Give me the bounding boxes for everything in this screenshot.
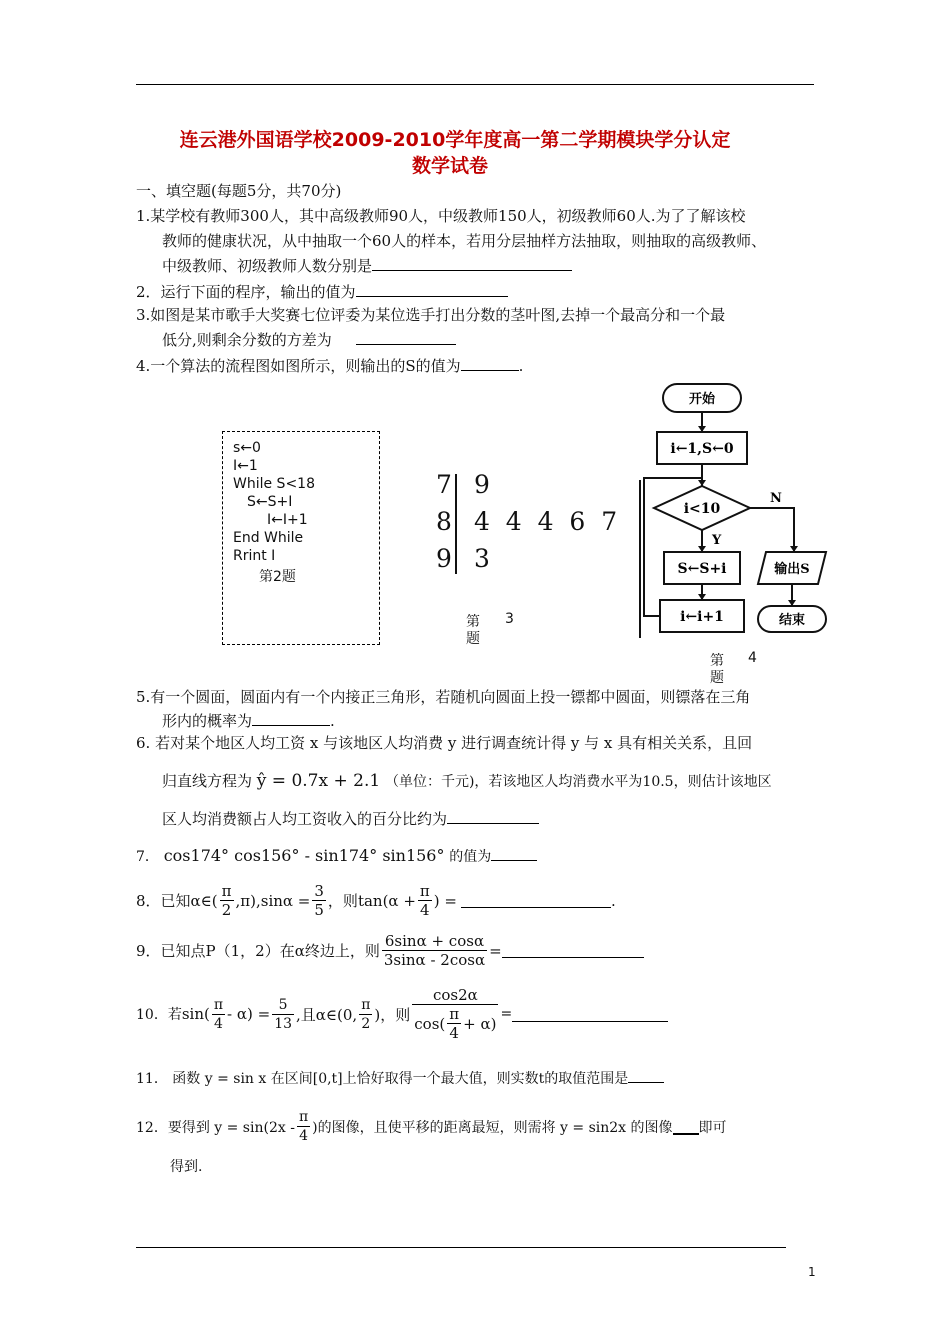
frac-num: π — [221, 882, 232, 900]
question-10-sin: sin( — [181, 1005, 210, 1023]
question-3-line1: 3.如图是某市歌手大奖赛七位评委为某位选手打出分数的茎叶图,去掉一个最高分和一个最 — [136, 306, 726, 324]
frac-num: π — [298, 1109, 309, 1125]
question-10-eq: = — [500, 1006, 513, 1022]
question-12-a: 12．要得到 y = sin(2x - — [136, 1119, 295, 1136]
leaf-values: 9 — [474, 470, 490, 499]
question-8: 8．已知 α∈( $\frac{\pi}{2}$ ,π),sinα = $\frac{3}{5}$ ，则 tan(α + $\frac{\pi}{4}$ ) = . — [136, 882, 616, 919]
question-12 — [136, 1108, 727, 1145]
frac-num: π — [361, 996, 371, 1013]
frac-num: 6sinα + cosα — [382, 932, 487, 951]
flowchart-yes-label: Y — [712, 533, 722, 548]
frac-den-b: + α) — [463, 1014, 497, 1033]
fraction-3-over-5 — [312, 882, 326, 919]
program-box — [222, 431, 380, 645]
frac-num: π — [213, 996, 224, 1013]
frac-den: 4 — [449, 1024, 459, 1042]
flowchart-no-label: N — [770, 491, 782, 506]
exam-title: 连云港外国语学校2009-2010学年度高一第二学期模块学分认定 — [179, 129, 731, 151]
frac-den: 2 — [221, 901, 232, 919]
program-caption: 第2题 — [259, 569, 296, 585]
question-5-line2-text: 形内的概率为 — [162, 712, 253, 730]
question-8-c: ，则 — [327, 892, 358, 910]
frac-den: 2 — [361, 1015, 371, 1032]
program-line: While S<18 — [233, 476, 315, 492]
regression-equation: ŷ = 0.7x + 2.1 — [256, 771, 381, 791]
stem-value: 8 — [436, 507, 452, 536]
flowchart-end-label: 结束 — [778, 613, 806, 628]
frac-den: 4 — [213, 1015, 223, 1032]
program-line: I←I+1 — [267, 512, 308, 528]
program-line: I←1 — [233, 458, 258, 474]
question-9-eq: = — [489, 941, 502, 960]
question-10-label: 10．若 — [136, 1007, 182, 1023]
answer-blank-1[interactable] — [372, 256, 572, 271]
stem-value: 7 — [436, 470, 452, 499]
frac-den: 5 — [314, 901, 324, 919]
stem-leaf-plot — [430, 470, 630, 580]
question-12-line2: 得到. — [170, 1159, 203, 1175]
question-4: 4.一个算法的流程图如图所示，则输出的S的值为 . — [136, 357, 524, 375]
question-6-line1: 6. 若对某个地区人均工资 x 与该地区人均消费 y 进行调查统计得 y 与 x 具有相关关系，且回 — [136, 734, 753, 752]
program-line: s←0 — [233, 440, 261, 456]
fraction-pi-over-4 — [212, 996, 225, 1033]
flowchart-init-label: i←1,S←0 — [670, 441, 734, 457]
page-number: 1 — [808, 1265, 816, 1279]
fraction-pi-over-2 — [359, 996, 372, 1033]
frac-num: 3 — [314, 882, 324, 900]
question-10-close: )，则 — [374, 1005, 411, 1024]
figure-3-caption-a: 第 — [466, 614, 480, 630]
figure-4-caption-b: 4 — [748, 650, 757, 666]
question-5-line1: 5.有一个圆面，圆面内有一个内接正三角形，若随机向圆面上投一镖都中圆面，则镖落在三角 — [136, 688, 751, 706]
flowchart-body1-label: S←S+i — [677, 561, 727, 577]
figure-3-caption-b: 3 — [505, 611, 514, 627]
flowchart-body2-label: i←i+1 — [680, 609, 724, 625]
stem-value: 9 — [436, 544, 452, 573]
leaf-values: 3 — [474, 544, 490, 573]
figure-4-caption-c: 题 — [710, 670, 724, 686]
question-12-b: )的图像，且使平移的距离最短，则需将 y = sin2x 的图像 — [312, 1119, 673, 1136]
fraction-pi-over-4 — [418, 882, 432, 919]
frac-den: 4 — [420, 901, 430, 919]
question-1-line2: 教师的健康状况，从中抽取一个60人的样本，若用分层抽样方法抽取，则抽取的高级教师、 — [162, 232, 767, 250]
question-8-a: α∈( — [190, 891, 218, 910]
answer-blank-9[interactable] — [502, 943, 644, 958]
program-line: End While — [233, 530, 304, 546]
leaf-values: 4 4 4 6 7 — [474, 507, 618, 536]
fraction-q9 — [382, 932, 487, 969]
frac-den: 3sinα - 2cosα — [383, 951, 486, 969]
answer-blank-12[interactable] — [673, 1119, 699, 1135]
answer-blank-8[interactable] — [461, 893, 611, 908]
frac-den-a: cos( — [414, 1014, 446, 1033]
frac-num: π — [449, 1005, 460, 1023]
answer-blank-6[interactable] — [447, 809, 539, 824]
question-8-label: 8．已知 — [136, 892, 191, 910]
program-line: Rrint I — [233, 548, 276, 564]
question-2 — [136, 281, 508, 302]
question-7-label: 7． — [136, 849, 159, 865]
question-9-label: 9．已知点P（1，2）在α终边上，则 — [136, 942, 380, 960]
question-8-b: ,π),sinα = — [235, 891, 311, 910]
footer-rule — [136, 1247, 786, 1248]
question-6-line3-text: 区人均消费额占人均工资收入的百分比约为 — [162, 810, 448, 828]
flowchart — [636, 380, 836, 650]
answer-blank-11[interactable] — [628, 1068, 664, 1083]
question-9 — [136, 932, 644, 969]
question-3-line2 — [162, 329, 456, 350]
question-12-c: 即可 — [698, 1119, 727, 1136]
frac-den: 13 — [274, 1015, 293, 1032]
exam-subtitle: 数学试卷 — [411, 155, 488, 177]
answer-blank-2[interactable] — [356, 282, 508, 297]
question-1-line3-text: 中级教师、初级教师人数分别是 — [162, 257, 373, 275]
question-6-line2a: 归直线方程为 — [162, 772, 253, 790]
question-7 — [136, 846, 537, 866]
answer-blank-7[interactable] — [491, 846, 537, 861]
question-6-line3 — [162, 808, 539, 829]
question-4-text: 4.一个算法的流程图如图所示，则输出的S的值为 — [136, 357, 461, 375]
fraction-pi-over-4 — [297, 1108, 310, 1145]
answer-blank-5[interactable] — [252, 711, 330, 726]
frac-num: 5 — [272, 996, 294, 1015]
header-rule — [136, 84, 814, 85]
question-10 — [136, 986, 668, 1042]
question-1-line1: 1.某学校有教师300人，其中高级教师90人，中级教师150人，初级教师60人.为了了解该校 — [136, 207, 746, 225]
fraction-pi-over-2 — [220, 882, 234, 919]
fraction-pi-over-4 — [447, 1005, 461, 1042]
flowchart-condition-label: i<10 — [683, 501, 721, 517]
question-11-text: 11． 函数 y = sin x 在区间[0,t]上恰好取得一个最大值，则实数t的取值范围是 — [136, 1071, 629, 1087]
stem-leaf-divider — [455, 474, 457, 574]
program-line: S←S+I — [247, 494, 293, 510]
question-8-tan: tan(α + — [357, 891, 416, 910]
frac-den: 4 — [299, 1128, 308, 1144]
fraction-5-over-13 — [272, 996, 294, 1033]
answer-blank-10[interactable] — [512, 1007, 668, 1022]
question-2-text: 2．运行下面的程序，输出的值为 — [136, 283, 356, 301]
answer-blank-3[interactable] — [356, 330, 456, 345]
answer-blank-4[interactable] — [461, 356, 519, 371]
frac-num: cos2α — [412, 986, 498, 1005]
question-10-cond: ,且α∈(0, — [296, 1005, 358, 1024]
flowchart-start-label: 开始 — [688, 392, 716, 407]
fraction-q10-result — [412, 986, 498, 1042]
question-6-line2 — [162, 770, 772, 791]
question-6-line2b: （单位：千元)，若该地区人均消费水平为10.5，则估计该地区 — [384, 774, 772, 790]
figure-4-caption-a: 第 — [710, 653, 724, 669]
question-8-d: ) = — [433, 891, 457, 910]
figure-3-caption-c: 题 — [466, 631, 480, 647]
question-7-tail: 的值为 — [449, 849, 492, 865]
question-1-line3 — [162, 255, 572, 276]
question-7-expression: cos174° cos156° - sin174° sin156° — [163, 846, 445, 865]
question-10-minus: - α) = — [227, 1005, 271, 1023]
frac-den — [412, 1005, 498, 1042]
question-11 — [136, 1068, 664, 1088]
section-heading: 一、填空题(每题5分，共70分) — [136, 182, 342, 200]
question-3-line2-text: 低分,则剩余分数的方差为 — [162, 331, 332, 349]
frac-num: π — [419, 882, 430, 900]
flowchart-output-label: 输出S — [774, 562, 810, 577]
question-5-line2: 形内的概率为 . — [162, 712, 335, 730]
